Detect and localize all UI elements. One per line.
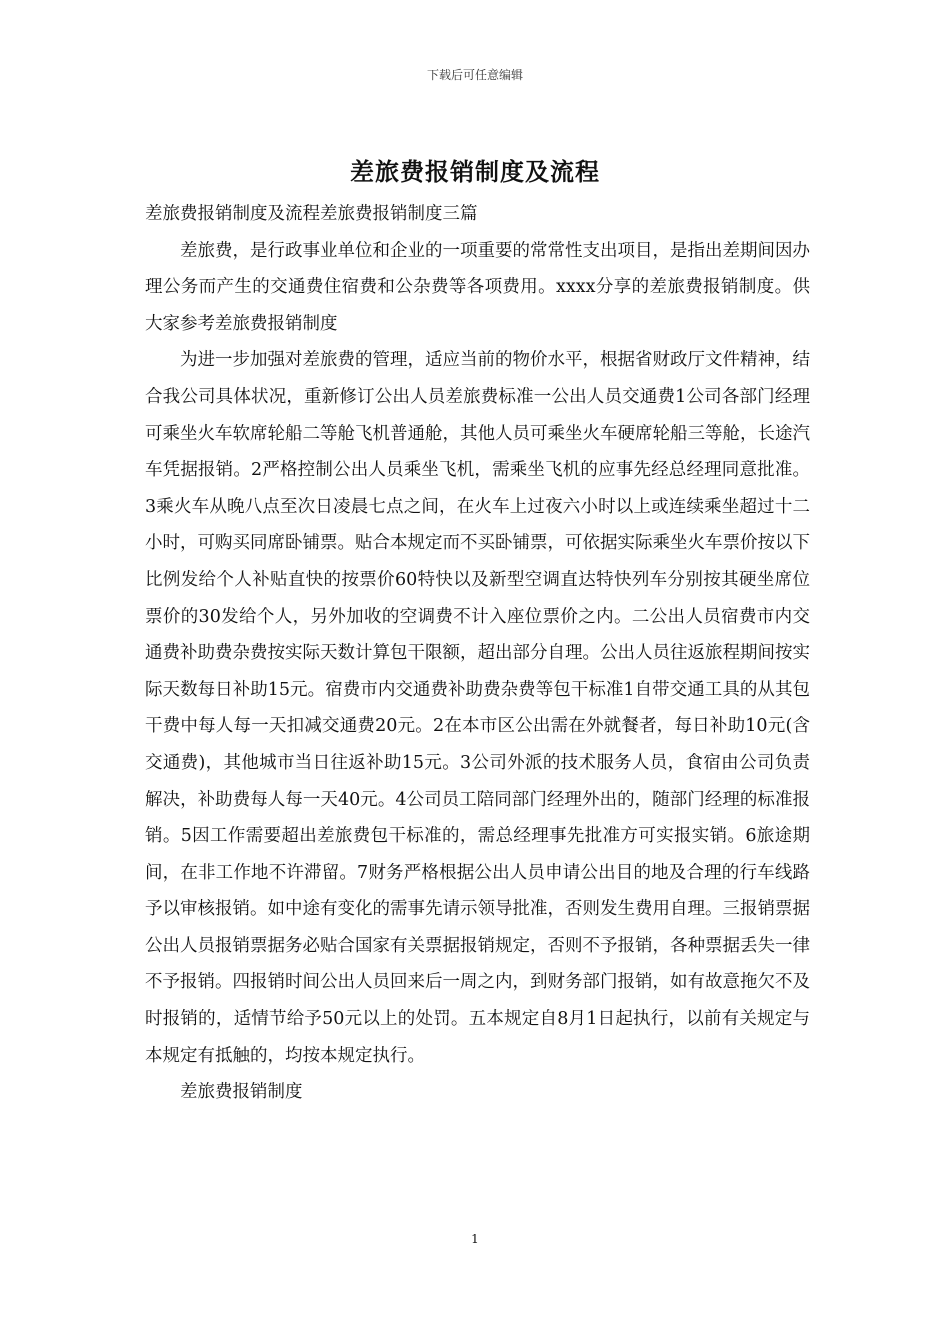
document-title: 差旅费报销制度及流程 [350, 157, 600, 186]
document-body [145, 196, 810, 1111]
paragraph-section-heading: 差旅费报销制度 [180, 1082, 303, 1103]
header-note: 下载后可任意编辑 [426, 68, 523, 82]
paragraph-policy: 为进一步加强对差旅费的管理，适应当前的物价水平，根据省财政厅文件精神，结合我公司具体状况，重新修订公出人员差旅费标准一公出人员交通费1公司各部门经理可乘坐火车软席轮船二等舱飞机普通舱，其他人员可乘坐火车硬席轮船三等舱，长途汽车凭据报销。2严格控制公出人员乘坐飞机，需乘坐飞机的应事先经总经理同意批准。3乘火车从晚八点至次日凌晨七点之间，在火车上过夜六小时以上或连续乘坐超过十二小时，可购买同席卧铺票。贴合本规定而不买卧铺票，可依据实际乘坐火车票价按以下比例发给个人补贴直快的按票价60特快以及新型空调直达特快列车分别按其硬坐席位票价的30发给个人，另外加收的空调费不计入座位票价之内。二公出人员宿费市内交通费补助费杂费按实际天数计算包干限额，超出部分自理。公出人员往返旅程期间按实际天数每日补助15元。宿费市内交通费补助费杂费等包干标准1自带交通工具的从其包干费中每人每一天扣减交通费20元。2在本市区公出需在外就餐者，每日补助10元(含交通费)，其他城市当日往返补助15元。3公司外派的技术服务人员，食宿由公司负责解决，补助费每人每一天40元。4公司员工陪同部门经理外出的，随部门经理的标准报销。5因工作需要超出差旅费包干标准的，需总经理事先批准方可实报实销。6旅途期间，在非工作地不许滞留。7财务严格根据公出人员申请公出目的地及合理的行车线路予以审核报销。如中途有变化的需事先请示领导批准，否则发生费用自理。三报销票据公出人员报销票据务必贴合国家有关票据报销规定，否则不予报销，各种票据丢失一律不予报销。四报销时间公出人员回来后一周之内，到财务部门报销，如有故意拖欠不及时报销的，适情节给予50元以上的处罚。五本规定自8月1日起执行，以前有关规定与本规定有抵触的，均按本规定执行。 [145, 350, 810, 1066]
paragraph-subtitle: 差旅费报销制度及流程差旅费报销制度三篇 [145, 204, 478, 224]
page-number: 1 [471, 1232, 479, 1246]
paragraph-intro: 差旅费，是行政事业单位和企业的一项重要的常常性支出项目，是指出差期间因办理公务而产生的交通费住宿费和公杂费等各项费用。xxxx分享的差旅费报销制度。供大家参考差旅费报销制度 [145, 240, 810, 334]
